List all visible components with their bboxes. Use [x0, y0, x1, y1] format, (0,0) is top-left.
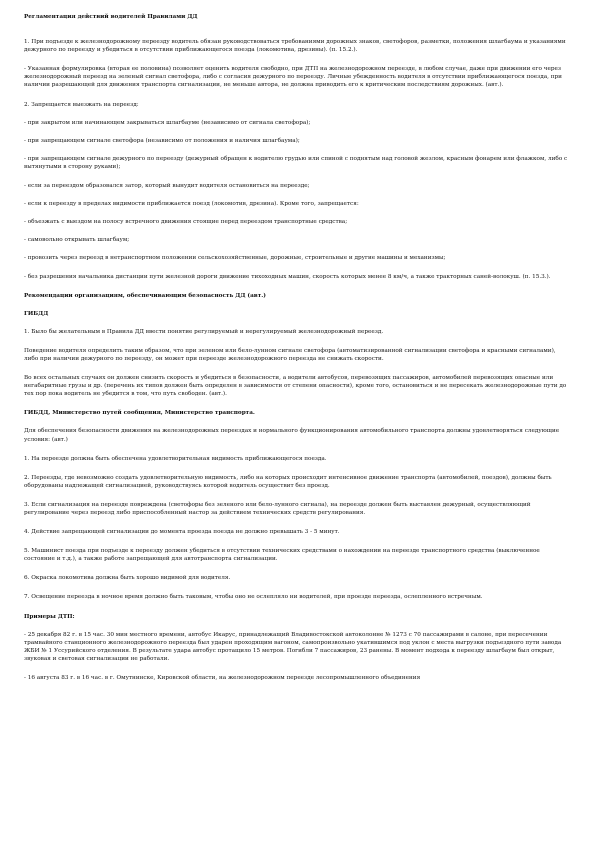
list-item: 2. Переезды, где невозможно создать удовлетворительную видимость, либо на которых происходит интенсивное движение транспорта (автомобилей, поездов), должны быть оборудованы надлежащей сигнализацией, руководствуясь которой водитель осуществит без проезд. [24, 474, 552, 489]
paragraph: 1. Было бы желательным в Правила ДД ввести понятие регулируемый и нерегулируемый железнодорожный переезд. [24, 328, 384, 335]
list-item: - 25 декабря 82 г. в 15 час. 30 мин местного времени, автобус Икарус, принадлежащий Владивостокской автоколонне № 1273 с 70 пассажирами в салоне, при пересечении трамвайного станционного железнодорожного переезда был ударен проходящим вагоном, самопроизвольно укатившимся под уклон с места выгрузки подъездного пути завода ЖБИ № 1 Уссурийского отделения. В результате удара автобус протащило 15 метров. Погибли 7 пассажиров, 23 ранены. В момент подхода к переезду шлагбаум был открыт, звуковая и световая сигнализации не работали. [24, 631, 562, 662]
list-item: - при запрещающем сигнале светофора (независимо от положения и наличия шлагбаума); [24, 137, 300, 144]
list-item: 5. Машинист поезда при подъезде к переезду должен убедиться в отсутствии технических средствами о нахождении на переезде транспортного средства (выключенное состояние и т.д.), а также работе запрещающей для автотранспорта сигнализации. [24, 548, 540, 563]
section-heading: ГИБДД [24, 310, 49, 317]
paragraph: 1. При подъезде к железнодорожному переезду водитель обязан руководствоваться требованиями дорожных знаков, светофоров, разметки, положения шлагбаума и указаниями дежурного по переезду и убедиться в отсутствии приближающегося поезда (локомотива, дрезины). (п. 15.2.). [24, 39, 566, 54]
section-heading: Примеры ДТП: [24, 613, 75, 620]
page-title: Регламентация действий водителей Правилами ДД [24, 14, 198, 20]
section-heading: Рекомендации организациям, обеспечивающим безопасность ДД (авт.) [24, 292, 266, 299]
list-item: - если к переезду в пределах видимости приближается поезд (локомотив, дрезина). Кроме того, запрещается: [24, 201, 359, 208]
paragraph: 2. Запрещается выезжать на переезд: [24, 101, 139, 108]
list-item: 1. На переезде должна быть обеспечена удовлетворительная видимость приближающегося поезда. [24, 455, 327, 462]
list-item: - при закрытом или начинающем закрываться шлагбауме (независимо от сигнала светофора); [24, 119, 311, 126]
list-item: 3. Если сигнализация на переезде повреждена (светофоры без зеленого или бело-лунного сигнала), на переезде должен быть выставлен дежурный, осуществляющий регулирование через переезд либо приспособленный настор за действием технических средств регулирования. [24, 501, 531, 516]
paragraph: - Указанная формулировка (вторая ее половина) позволяет оценить водителя свободно, при ДТП на железнодорожном переезде, в любом случае, даже при движении его через железнодорожный переезд на зеленый сигнал светофора, либо с согласия дежурного по переезду. Личные убежденность водителя в отсутствии приближающегося поезда, при наличии разрешающей для движения транспорта сигнализации, не меньше автора, не должна приводить его к критическим последствиям дорожных. (авт.). [24, 66, 562, 89]
list-item: - при запрещающем сигнале дежурного по переезду (дежурный обращен к водителю грудью или спиной с поднятым над головой жезлом, красным фонарем или флажком, либо с вытянутыми в сторону руками); [24, 155, 568, 170]
list-item: - самовольно открывать шлагбаум; [24, 237, 130, 244]
list-item: - 16 августа 83 г. в 16 час. в г. Омутнинске, Кировской области, на железнодорожном переезде лесопромышленного объединения [24, 675, 421, 682]
paragraph: Поведение водителя определить таким образом, что при зеленом или бело-лунном сигнале светофора (автоматизированной сигнализации светофора и красными сигналами), либо при наличии дежурного по переезду, он может при переезде железнодорожного переезда не снижать скорости. [24, 347, 556, 362]
section-heading: ГИБДД, Министерство путей сообщения, Министерство транспорта. [24, 410, 255, 417]
list-item: - объезжать с выездом на полосу встречного движения стоящие перед переездом транспортные средства; [24, 219, 348, 226]
list-item: - без разрешения начальника дистанции пути железной дороги движение тихоходных машин, скорость которых менее 8 км/ч, а также тракторных саней-волокуш. (п. 15.3.). [24, 273, 551, 280]
list-item: 6. Окраска локомотива должна быть хорошо видимой для водителя. [24, 575, 231, 582]
list-item: - если за переездом образовался затор, который вынудит водителя остановиться на переезде; [24, 183, 310, 190]
list-item: 7. Освещение переезда в ночное время должно быть таковым, чтобы оно не ослепляло ни водителей, при проезде переезда, ослепленного встречным. [24, 594, 483, 601]
list-item: - провозить через переезд в нетранспортном положении сельскохозяйственные, дорожные, строительные и другие машины и механизмы; [24, 255, 446, 262]
paragraph: Во всех остальных случаях он должен снизить скорость и убедиться в безопасности, а водители автобусов, перевозящих пассажиров, автомобилей перевозящих опасные или негабаритные грузы и др. (перечень их типов должен быть определен в зависимости от степени опасности), кроме того, остановиться и не пересекать железнодорожные пути до тех пор пока водитель не убедится в том, что путь свободен. (авт.). [24, 375, 567, 398]
paragraph: Для обеспечения безопасности движения на железнодорожных переездах и нормального функционирования автомобильного транспорта должны удовлетворяться следующие условия: (авт.) [24, 428, 560, 443]
list-item: 4. Действие запрещающей сигнализации до момента проезда поезда не должно превышать 3 - 5 минут. [24, 529, 340, 536]
